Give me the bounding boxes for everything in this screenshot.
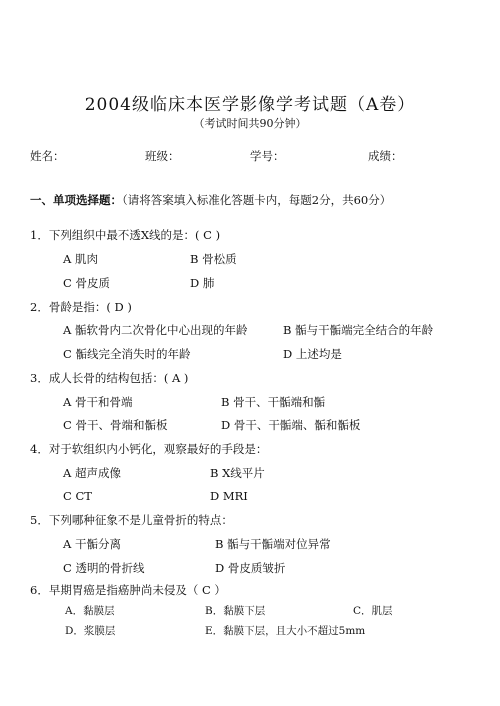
exam-duration: （考试时间共90分钟） bbox=[193, 117, 307, 130]
question-4-option-b: B X线平片 bbox=[210, 466, 265, 480]
question-3-option-b: B 骨干、干骺端和骺 bbox=[221, 395, 326, 409]
question-2: 2．骨龄是指：( D ) bbox=[30, 300, 132, 314]
question-6: 6．早期胃癌是指癌肿尚未侵及（ C ） bbox=[30, 583, 226, 597]
question-2-option-a: A 骺软骨内二次骨化中心出现的年龄 bbox=[63, 323, 248, 337]
question-2-option-c: C 骺线完全消失时的年龄 bbox=[63, 347, 191, 361]
class-field-label: 班级： bbox=[145, 149, 180, 163]
question-3-option-a: A 骨干和骨端 bbox=[63, 395, 133, 409]
section-heading bbox=[30, 192, 391, 208]
question-4-option-c: C CT bbox=[63, 489, 92, 503]
section-instruction: （请将答案填入标准化答题卡内，每题2分，共60分） bbox=[122, 193, 392, 207]
section-title: 一、单项选择题： bbox=[30, 193, 122, 207]
question-5: 5．下列哪种征象不是儿童骨折的特点： bbox=[30, 513, 233, 527]
score-field-label: 成绩： bbox=[368, 149, 403, 163]
question-5-option-a: A 干骺分离 bbox=[63, 537, 121, 551]
question-1-option-a: A 肌肉 bbox=[63, 252, 98, 266]
question-3: 3．成人长骨的结构包括：( A ) bbox=[30, 371, 189, 385]
question-3-option-c: C 骨干、骨端和骺板 bbox=[63, 418, 168, 432]
question-5-option-c: C 透明的骨折线 bbox=[63, 561, 145, 575]
question-4-option-d: D MRI bbox=[210, 489, 248, 503]
question-3-option-d: D 骨干、干骺端、骺和骺板 bbox=[221, 418, 361, 432]
question-1-option-d: D 肺 bbox=[190, 276, 215, 290]
name-field-label: 姓名： bbox=[30, 149, 65, 163]
question-6-option-a: A．黏膜层 bbox=[65, 605, 115, 617]
question-4: 4．对于软组织内小钙化，观察最好的手段是： bbox=[30, 442, 268, 456]
question-5-option-b: B 骺与干骺端对位异常 bbox=[215, 537, 331, 551]
question-6-option-b: B．黏膜下层 bbox=[205, 605, 266, 617]
question-6-option-d: D．浆膜层 bbox=[65, 625, 116, 637]
exam-title: 2004级临床本医学影像学考试题（A卷） bbox=[84, 95, 416, 115]
question-2-option-d: D 上述均是 bbox=[283, 347, 342, 361]
question-6-option-c: C．肌层 bbox=[353, 605, 393, 617]
student-id-field-label: 学号： bbox=[250, 149, 285, 163]
question-2-option-b: B 骺与干骺端完全结合的年龄 bbox=[283, 323, 434, 337]
question-1-option-c: C 骨皮质 bbox=[63, 276, 110, 290]
question-6-option-e: E．黏膜下层，且大小不超过5mm bbox=[205, 625, 366, 637]
question-1-option-b: B 骨松质 bbox=[190, 252, 237, 266]
question-4-option-a: A 超声成像 bbox=[63, 466, 121, 480]
question-1: 1．下列组织中最不透X线的是：( C ) bbox=[30, 228, 221, 242]
question-5-option-d: D 骨皮质皱折 bbox=[215, 561, 286, 575]
